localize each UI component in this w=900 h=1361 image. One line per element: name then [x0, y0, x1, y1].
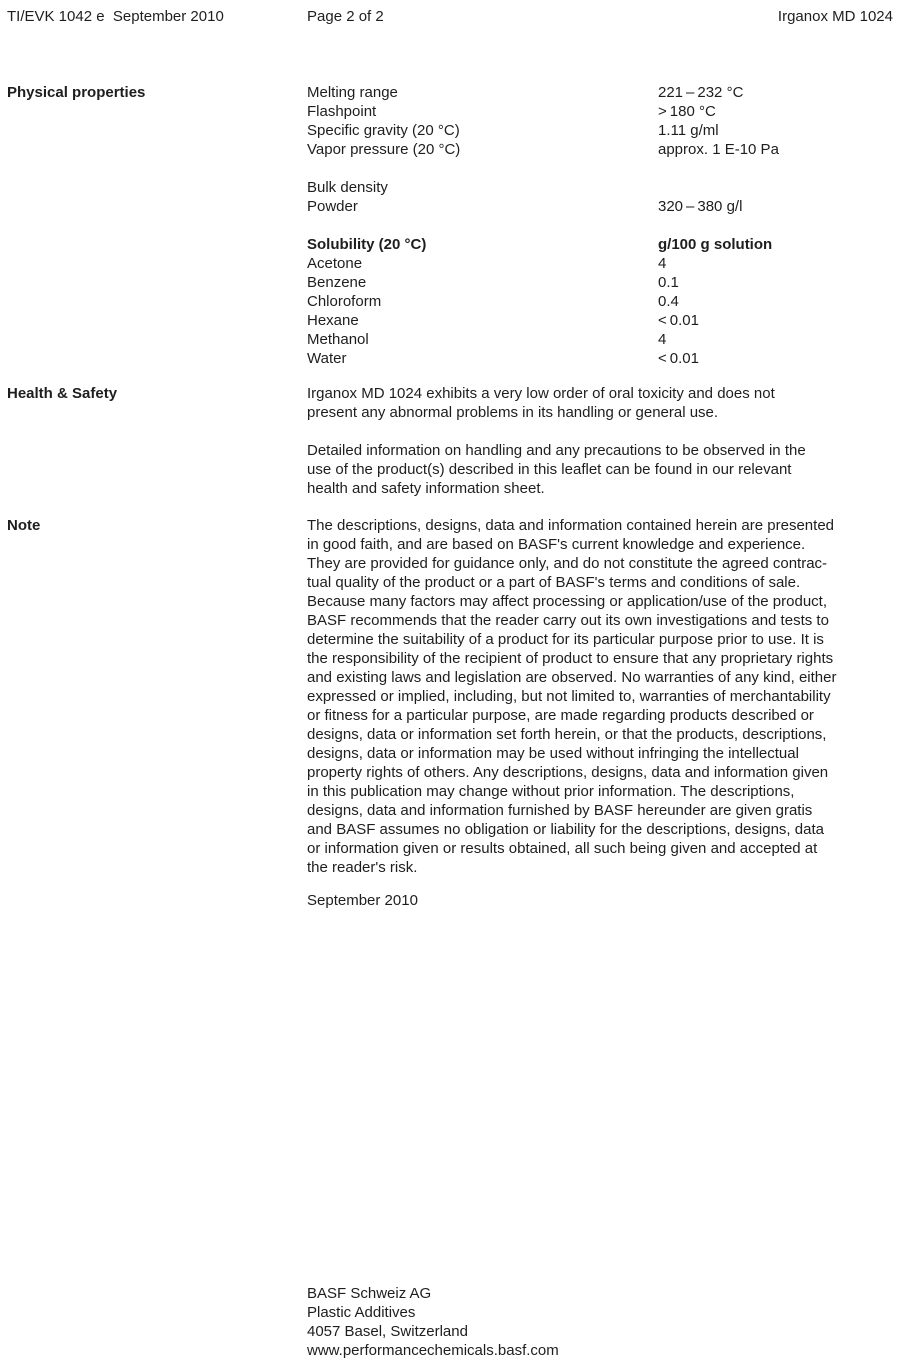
- health-safety-paragraph-1: [307, 384, 890, 422]
- property-row: [307, 121, 890, 140]
- text-line: They are provided for guidance only, and do not constitute the agreed contrac-: [307, 555, 828, 572]
- text-line: BASF recommends that the reader carry out its own investigations and tests to: [307, 612, 829, 629]
- text-line: designs, data or information may be used without infringing the intellectual: [307, 745, 799, 762]
- property-value: 320 – 380 g/l: [658, 198, 743, 215]
- text-line: the reader's risk.: [307, 859, 418, 876]
- solubility-value: 0.4: [658, 293, 679, 310]
- text-line: health and safety information sheet.: [307, 480, 545, 497]
- spacer: [307, 216, 890, 235]
- physical-properties-table: [307, 83, 890, 159]
- property-row: [307, 178, 890, 197]
- solvent-label: Methanol: [307, 331, 369, 348]
- text-line: Irganox MD 1024 exhibits a very low order of oral toxicity and does not: [307, 385, 775, 402]
- note-paragraph: [307, 516, 890, 877]
- text-line: expressed or implied, including, but not limited to, warranties of merchantability: [307, 688, 831, 705]
- property-value: approx. 1 E-10 Pa: [658, 141, 779, 158]
- solubility-row: [307, 349, 890, 368]
- solubility-value: 4: [658, 331, 667, 348]
- text-line: designs, data or information set forth herein, or that the products, descriptions,: [307, 726, 827, 743]
- solubility-row: [307, 254, 890, 273]
- property-label: Flashpoint: [307, 103, 377, 120]
- property-value: [658, 178, 890, 197]
- property-label: Melting range: [307, 84, 398, 101]
- product-name: Irganox MD 1024: [777, 8, 893, 25]
- section-heading-note: Note: [7, 517, 41, 534]
- solvent-label: Hexane: [307, 312, 359, 329]
- spacer: [307, 422, 890, 441]
- health-safety-paragraph-2: [307, 441, 890, 498]
- property-label: Powder: [307, 198, 358, 215]
- property-value: 221 – 232 °C: [658, 84, 744, 101]
- text-line: or information given or results obtained, all such being given and accepted at: [307, 840, 818, 857]
- text-line: property rights of others. Any descriptions, designs, data and information given: [307, 764, 829, 781]
- property-row: [307, 197, 890, 216]
- health-safety-section: [0, 384, 900, 498]
- bulk-density-table: [307, 178, 890, 216]
- company-address-lines: [307, 1284, 559, 1360]
- solubility-value: 0.1: [658, 274, 679, 291]
- property-label: Bulk density: [307, 179, 388, 196]
- text-line: tual quality of the product or a part of BASF's terms and conditions of sale.: [307, 574, 801, 591]
- address-line: BASF Schweiz AG: [307, 1285, 432, 1302]
- address-line: www.performancechemicals.basf.com: [307, 1342, 559, 1359]
- text-line: in good faith, and are based on BASF's current knowledge and experience.: [307, 536, 806, 553]
- company-address-block: [307, 1284, 559, 1360]
- solubility-header-unit: g/100 g solution: [658, 236, 773, 253]
- text-line: and existing laws and legislation are observed. No warranties of any kind, either: [307, 669, 837, 686]
- note-section: [0, 516, 900, 910]
- property-value: > 180 °C: [658, 103, 716, 120]
- solvent-label: Benzene: [307, 274, 367, 291]
- text-line: use of the product(s) described in this leaflet can be found in our relevant: [307, 461, 792, 478]
- solubility-row: [307, 311, 890, 330]
- text-line: Detailed information on handling and any precautions to be observed in the: [307, 442, 806, 459]
- text-line: in this publication may change without prior information. The descriptions,: [307, 783, 795, 800]
- text-line: present any abnormal problems in its handling or general use.: [307, 404, 719, 421]
- doc-reference: TI/EVK 1042 e September 2010: [7, 8, 224, 25]
- solubility-header-row: [307, 235, 890, 254]
- property-row: [307, 83, 890, 102]
- property-value: 1.11 g/ml: [658, 122, 719, 139]
- solubility-row: [307, 273, 890, 292]
- spacer: [307, 159, 890, 178]
- text-line: and BASF assumes no obligation or liability for the descriptions, designs, data: [307, 821, 824, 838]
- text-line: designs, data and information furnished by BASF hereunder are given gratis: [307, 802, 813, 819]
- text-line: determine the suitability of a product for its particular purpose prior to use. It is: [307, 631, 824, 648]
- solubility-row: [307, 330, 890, 349]
- page-number: Page 2 of 2: [307, 8, 384, 25]
- solubility-header-label: Solubility (20 °C): [307, 236, 427, 253]
- solubility-row: [307, 292, 890, 311]
- section-heading-physical-properties: Physical properties: [7, 84, 146, 101]
- property-label: Vapor pressure (20 °C): [307, 141, 461, 158]
- property-label: Specific gravity (20 °C): [307, 122, 460, 139]
- property-row: [307, 102, 890, 121]
- solubility-value: < 0.01: [658, 350, 699, 367]
- text-line: the responsibility of the recipient of product to ensure that any proprietary rights: [307, 650, 834, 667]
- text-line: The descriptions, designs, data and information contained herein are presented: [307, 517, 834, 534]
- solvent-label: Chloroform: [307, 293, 382, 310]
- text-line: Because many factors may affect processing or application/use of the product,: [307, 593, 828, 610]
- section-heading-health-safety: Health & Safety: [7, 385, 118, 402]
- address-line: Plastic Additives: [307, 1304, 416, 1321]
- solvent-label: Acetone: [307, 255, 363, 272]
- solubility-value: < 0.01: [658, 312, 699, 329]
- solubility-table: [307, 254, 890, 368]
- solvent-label: Water: [307, 350, 347, 367]
- property-row: [307, 140, 890, 159]
- physical-properties-section: [0, 83, 900, 368]
- solubility-value: 4: [658, 255, 667, 272]
- text-line: or fitness for a particular purpose, are made regarding products described or: [307, 707, 814, 724]
- issue-date: September 2010: [307, 892, 418, 909]
- address-line: 4057 Basel, Switzerland: [307, 1323, 468, 1340]
